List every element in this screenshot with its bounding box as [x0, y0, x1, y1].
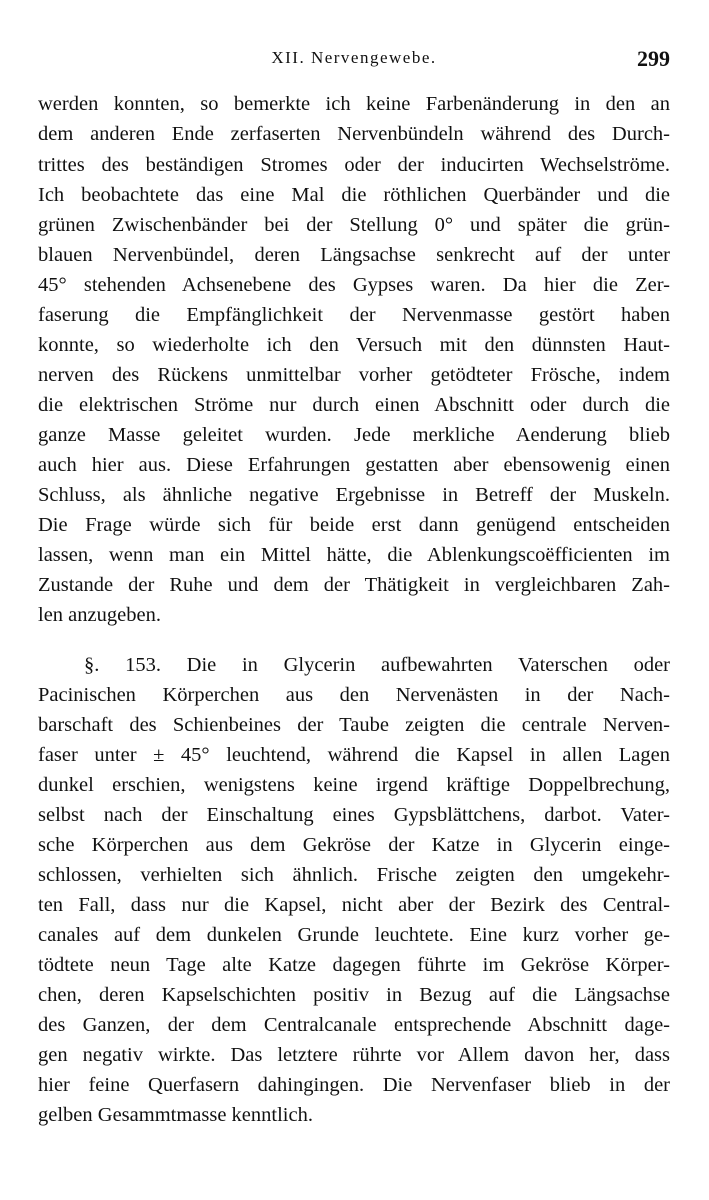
text-line: auch hier aus. Diese Erfahrungen gestatten aber ebensowenig einen — [38, 454, 670, 476]
text-line-section-start: §. 153. Die in Glycerin aufbewahrten Vaterschen oder — [84, 654, 670, 676]
text-line: die elektrischen Ströme nur durch einen Abschnitt oder durch die — [38, 394, 670, 416]
page-number: 299 — [637, 46, 670, 71]
text-line: 45° stehenden Achsenebene des Gypses waren. Da hier die Zer- — [38, 274, 670, 296]
text-line: trittes des beständigen Stromes oder der inducirten Wechselströme. — [38, 154, 670, 176]
text-line: tödtete neun Tage alte Katze dagegen führte im Gekröse Körper- — [38, 954, 670, 976]
text-line: Zustande der Ruhe und dem der Thätigkeit in vergleichbaren Zah- — [38, 574, 670, 596]
text-line: ten Fall, dass nur die Kapsel, nicht aber der Bezirk des Central- — [38, 894, 670, 916]
text-line: Die Frage würde sich für beide erst dann genügend entscheiden — [38, 514, 670, 536]
text-line: werden konnten, so bemerkte ich keine Farbenänderung in den an — [38, 93, 670, 115]
text-line: barschaft des Schienbeines der Taube zeigten die centrale Nerven- — [38, 714, 670, 736]
text-line: Pacinischen Körperchen aus den Nervenästen in der Nach- — [38, 684, 670, 706]
text-line: gen negativ wirkte. Das letztere rührte vor Allem davon her, dass — [38, 1044, 670, 1066]
text-line: Ich beobachtete das eine Mal die röthlichen Querbänder und die — [38, 184, 670, 206]
text-line: faserung die Empfänglichkeit der Nervenmasse gestört haben — [38, 304, 670, 326]
text-line: canales auf dem dunkelen Grunde leuchtete. Eine kurz vorher ge- — [38, 924, 670, 946]
text-line: dem anderen Ende zerfaserten Nervenbündeln während des Durch- — [38, 123, 670, 145]
text-line: lassen, wenn man ein Mittel hätte, die Ablenkungscoëfficienten im — [38, 544, 670, 566]
text-line: konnte, so wiederholte ich den Versuch mit den dünnsten Haut- — [38, 334, 670, 356]
text-line: grünen Zwischenbänder bei der Stellung 0° und später die grün- — [38, 214, 670, 236]
text-line: hier feine Querfasern dahingingen. Die Nervenfaser blieb in der — [38, 1074, 670, 1096]
text-line: blauen Nervenbündel, deren Längsachse senkrecht auf der unter — [38, 244, 670, 266]
text-line: len anzugeben. — [38, 604, 161, 626]
page-header — [38, 44, 670, 74]
running-head: XII. Nervengewebe. — [271, 48, 437, 67]
text-line: chen, deren Kapselschichten positiv in Bezug auf die Längsachse — [38, 984, 670, 1006]
text-line: selbst nach der Einschaltung eines Gypsblättchens, darbot. Vater- — [38, 804, 670, 826]
text-line: ganze Masse geleitet wurden. Jede merkliche Aenderung blieb — [38, 424, 670, 446]
text-line: des Ganzen, der dem Centralcanale entsprechende Abschnitt dage- — [38, 1014, 670, 1036]
text-line: gelben Gesammtmasse kenntlich. — [38, 1104, 313, 1126]
text-line: schlossen, verhielten sich ähnlich. Frische zeigten den umgekehr- — [38, 864, 670, 886]
text-line: faser unter ± 45° leuchtend, während die Kapsel in allen Lagen — [38, 744, 670, 766]
text-line: nerven des Rückens unmittelbar vorher getödteter Frösche, indem — [38, 364, 670, 386]
text-line: dunkel erschien, wenigstens keine irgend kräftige Doppelbrechung, — [38, 774, 670, 796]
text-line: Schluss, als ähnliche negative Ergebnisse in Betreff der Muskeln. — [38, 484, 670, 506]
text-line: sche Körperchen aus dem Gekröse der Katze in Glycerin einge- — [38, 834, 670, 856]
